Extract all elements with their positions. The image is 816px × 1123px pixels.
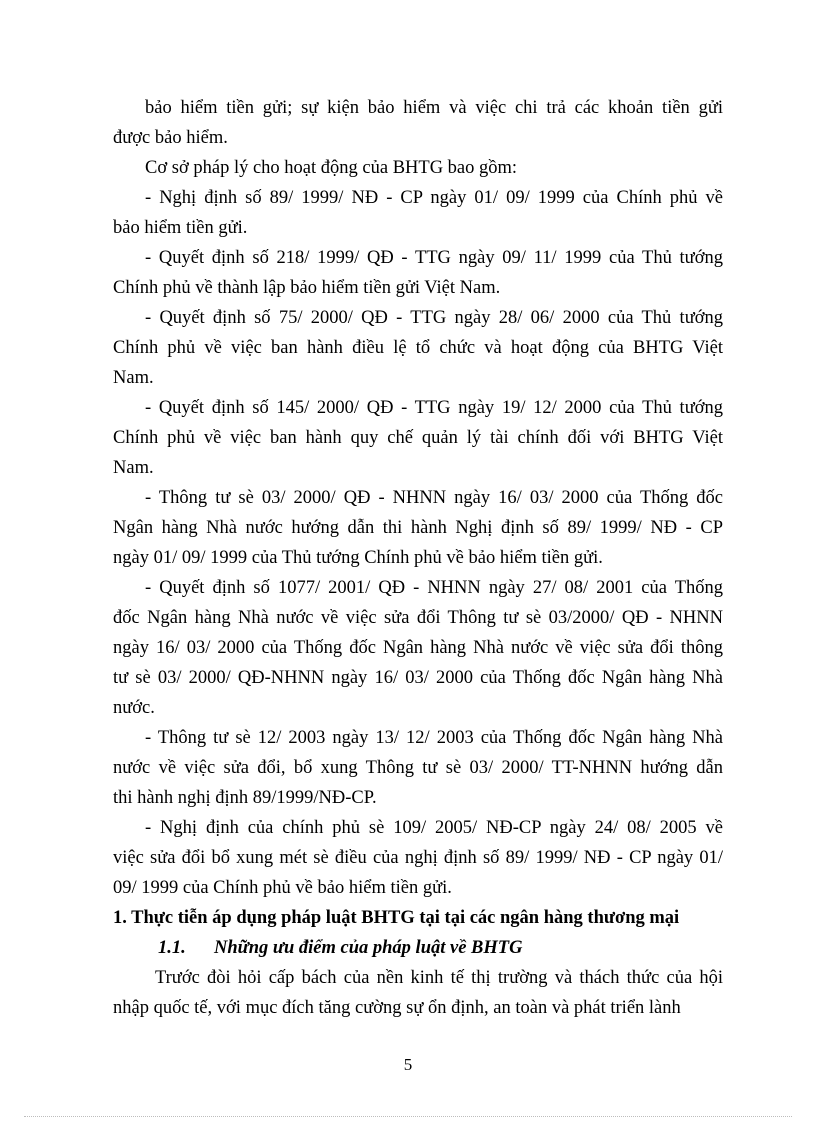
section-heading: 1. Thực tiễn áp dụng pháp luật BHTG tại tại các ngân hàng thương mại [113, 908, 680, 928]
subsection-heading [158, 933, 728, 963]
list-item-line: - Nghị định số 89/ 1999/ NĐ - CP ngày 01/ 09/ 1999 của Chính phủ về [145, 188, 723, 208]
text-line: ngày 16/ 03/ 2000 của Thống đốc Ngân hàng Nhà nước về việc sửa đổi thông [113, 638, 723, 658]
list-item-line: - Thông tư sè 12/ 2003 ngày 13/ 12/ 2003 của Thống đốc Ngân hàng Nhà [145, 728, 723, 748]
text-line: thi hành nghị định 89/1999/NĐ-CP. [113, 788, 377, 808]
text-line: bảo hiểm tiền gửi; sự kiện bảo hiểm và việc chi trả các khoản tiền gửi [145, 98, 723, 118]
text-line: bảo hiểm tiền gửi. [113, 218, 248, 238]
text-line: Chính phủ về việc ban hành điều lệ tổ chức và hoạt động của BHTG Việt [113, 338, 723, 358]
list-item-line: - Thông tư sè 03/ 2000/ QĐ - NHNN ngày 16/ 03/ 2000 của Thống đốc [145, 488, 723, 508]
text-line: Chính phủ về việc ban hành quy chế quản lý tài chính đối với BHTG Việt [113, 428, 723, 448]
subsection-number: 1.1. [158, 938, 186, 958]
text-line: 09/ 1999 của Chính phủ về bảo hiểm tiền gửi. [113, 878, 452, 898]
text-line: nước. [113, 698, 155, 718]
page-number: 5 [403, 1055, 413, 1074]
list-item-line: - Quyết định số 145/ 2000/ QĐ - TTG ngày 19/ 12/ 2000 của Thủ tướng [145, 398, 723, 418]
text-line: đốc Ngân hàng Nhà nước về việc sửa đổi Thông tư sè 03/2000/ QĐ - NHNN [113, 608, 723, 628]
list-item-line: - Nghị định của chính phủ sè 109/ 2005/ NĐ-CP ngày 24/ 08/ 2005 về [145, 818, 723, 838]
list-item-line: - Quyết định số 218/ 1999/ QĐ - TTG ngày 09/ 11/ 1999 của Thủ tướng [145, 248, 723, 268]
text-line: ngày 01/ 09/ 1999 của Thủ tướng Chính phủ về bảo hiểm tiền gửi. [113, 548, 603, 568]
list-item-line: - Quyết định số 1077/ 2001/ QĐ - NHNN ngày 27/ 08/ 2001 của Thống [145, 578, 723, 598]
text-line: tư sè 03/ 2000/ QĐ-NHNN ngày 16/ 03/ 2000 của Thống đốc Ngân hàng Nhà [113, 668, 723, 688]
subsection-title: Những ưu điểm của pháp luật về BHTG [214, 938, 523, 958]
page-bottom-divider [24, 1116, 792, 1117]
list-item-line: - Quyết định số 75/ 2000/ QĐ - TTG ngày 28/ 06/ 2000 của Thủ tướng [145, 308, 723, 328]
text-line: Ngân hàng Nhà nước hướng dẫn thi hành Nghị định số 89/ 1999/ NĐ - CP [113, 518, 723, 538]
text-line: Chính phủ về thành lập bảo hiểm tiền gửi Việt Nam. [113, 278, 501, 298]
text-line: Trước đòi hỏi cấp bách của nền kinh tế thị trường và thách thức của hội [155, 968, 723, 988]
text-line: Nam. [113, 458, 154, 478]
text-line: Cơ sở pháp lý cho hoạt động của BHTG bao gồm: [145, 158, 518, 178]
text-line: nhập quốc tế, với mục đích tăng cường sự ổn định, an toàn và phát triển lành [113, 998, 681, 1018]
text-line: nước về việc sửa đổi, bổ xung Thông tư sè 03/ 2000/ TT-NHNN hướng dẫn [113, 758, 723, 778]
text-line: Nam. [113, 368, 154, 388]
text-line: việc sửa đổi bổ xung mét sè điều của nghị định số 89/ 1999/ NĐ - CP ngày 01/ [113, 848, 723, 868]
text-line: được bảo hiểm. [113, 128, 228, 148]
